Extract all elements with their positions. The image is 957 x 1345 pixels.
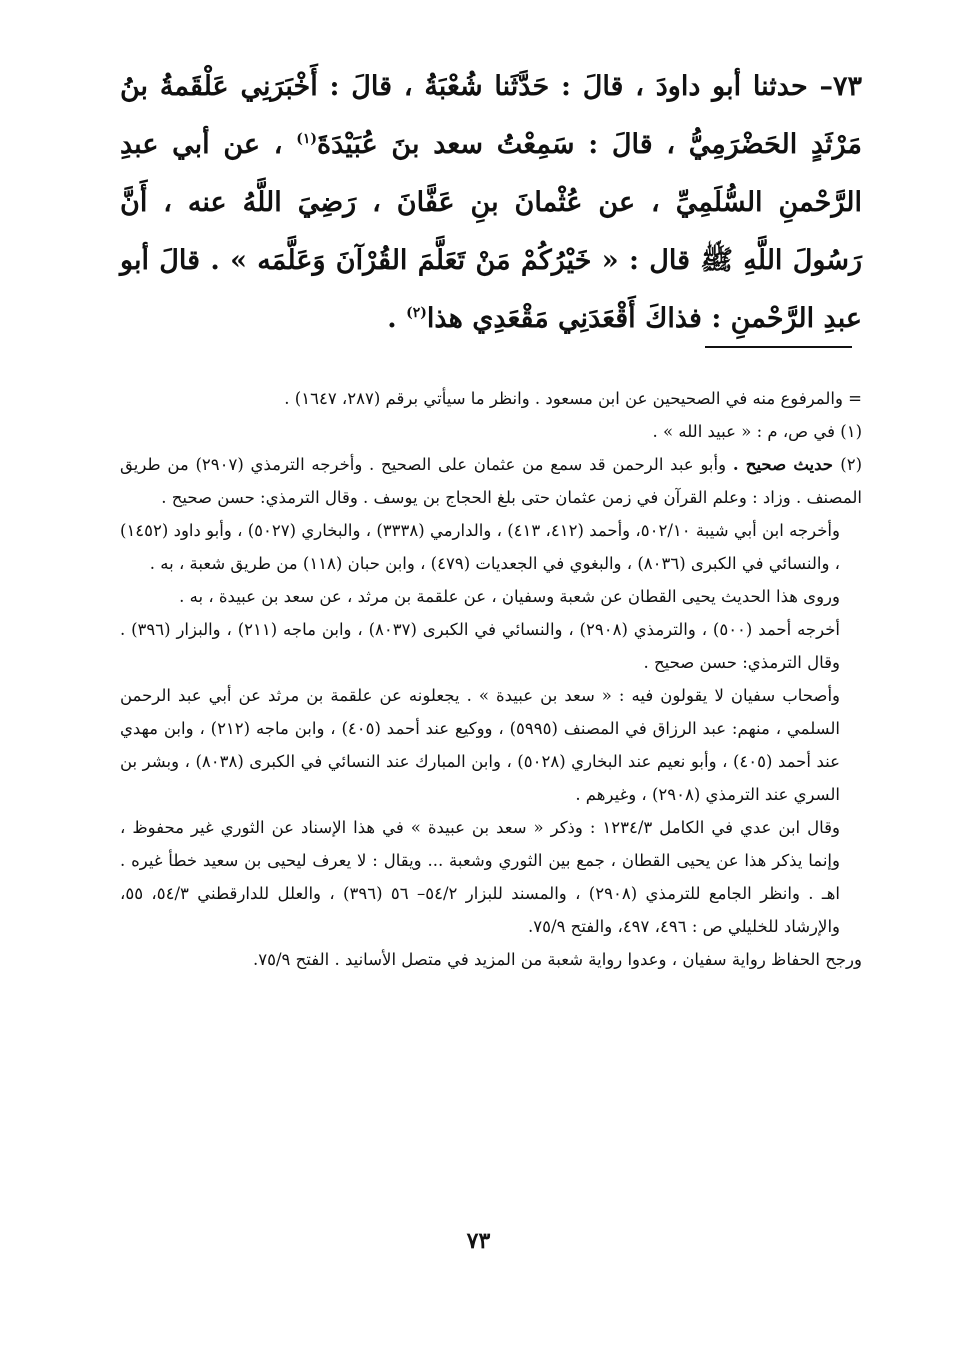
- footnote-2-paragraph-7: ورجح الحفاظ رواية سفيان ، وعدوا رواية شعبة من المزيد في متصل الأسانيد . الفتح ٧٥/٩.: [252, 950, 862, 969]
- footnote-2-grading: حديث صحيح .: [732, 455, 841, 474]
- footnote-2-text: وأبو عبد الرحمن قد سمع من عثمان على الصحيح . وأخرجه الترمذي (٢٩٠٧) من طريق المصنف . وزاد : وعلم القرآن في زمن عثمان حتى بلغ الحجاج بن يوسف . وقال الترمذي: حسن صحيح .: [120, 455, 862, 507]
- hadith-text-part-2: ، عن أبي عبدِ الرَّحْمنِ السُّلَمِيِّ ، عن عُثْمانَ بنِ عَفَّانَ ، رَضِيَ اللَّهُ عنه ، أَنَّ رَسُولَ اللَّهِ ﷺ قال : « خَيْرُكُمْ مَنْ تَعَلَّمَ القُرْآنَ وَعَلَّمَه » . قالَ أبو عبدِ الرَّحْمنِ : فذاكَ أَقْعَدَنِي مَقْعَدِي هذا: [120, 129, 862, 334]
- footnote-continuation: = والمرفوع منه في الصحيحين عن ابن مسعود . وانظر ما سيأتي برقم (٢٨٧، ١٦٤٧) .: [284, 389, 862, 408]
- footnotes: [120, 382, 862, 976]
- footnote-2-paragraph-5: وأصحاب سفيان لا يقولون فيه : « سعد بن عبيدة » . يجعلونه عن علقمة بن مرثد عن أبي عبد الرحمن السلمي ، منهم: عبد الرزاق في المصنف (٥٩٩٥) ، ووكيع عند أحمد (٤٠٥) ، وابن ماجه (٢١٢) ، وابن مهدي عند أحمد (٤٠٥) ، وأبو نعيم عند البخاري (٥٠٢٨) ، وابن المبارك عند النسائي في الكبرى (٨٠٣٨) ، وبشر بن السري عند الترمذي (٢٩٠٨) ، وغيرهم .: [120, 686, 840, 804]
- hadith-text-part-3: .: [387, 303, 407, 334]
- footnote-2: [120, 448, 862, 514]
- hadith-text: [120, 58, 862, 348]
- footnote-2-paragraph-6: وقال ابن عدي في الكامل ١٢٣٤/٣ : وذكر « سعد بن عبيدة » في هذا الإسناد عن الثوري غير محفوظ ، وإنما يذكر هذا عن يحيى القطان ، جمع بين الثوري وشعبة ... ويقال : لا يعرف ليحيى بن سعيد خطأ غيره . اهـ . وانظر الجامع للترمذي (٢٩٠٨) ، والمسند للبزار ٥٤/٢– ٥٦ (٣٩٦) ، والعلل للدارقطني ٥٤/٣، ٥٥، والإرشاد للخليلي ص : ٤٩٦، ٤٩٧، والفتح ٧٥/٩.: [120, 818, 840, 936]
- hadith-lead: حدثنا: [752, 71, 808, 102]
- footnote-2-paragraph-2: وأخرجه ابن أبي شيبة ٥٠٢/١٠، وأحمد (٤١٢، ٤١٣) ، والدارمي (٣٣٣٨) ، والبخاري (٥٠٢٧) ، وأبو داود (١٤٥٢) ، والنسائي في الكبرى (٨٠٣٦) ، والبغوي في الجعديات (٤٧٩) ، وابن حبان (١١٨) من طريق شعبة ، به .: [120, 521, 840, 573]
- footnote-2-paragraph-3: وروى هذا الحديث يحيى القطان عن شعبة وسفيان ، عن علقمة بن مرثد ، عن سعد بن عبيدة ، به .: [179, 587, 840, 606]
- hadith-number: ٧٣–: [819, 71, 862, 102]
- footnote-2-label: (٢): [840, 455, 862, 474]
- footnote-separator: [705, 346, 852, 348]
- hadith-text-part-1: أبو داودَ ، قالَ : حَدَّثَنا شُعْبَةُ ، قالَ : أَخْبَرَنِي عَلْقَمةُ بنُ مَرْثَدٍ الحَضْرَمِيُّ ، قالَ : سَمِعْتُ سعد بنَ عُبَيْدَةَ: [120, 71, 863, 160]
- page-number: ٧٣: [466, 1228, 491, 1254]
- footnote-1: (١) في ص، م : « عبيد الله » .: [652, 422, 862, 441]
- footnote-ref-2: (٢): [406, 305, 427, 321]
- footnote-2-paragraph-4: أخرجه أحمد (٥٠٠) ، والترمذي (٢٩٠٨) ، والنسائي في الكبرى (٨٠٣٧) ، وابن ماجه (٢١١) ، والبزار (٣٩٦) . وقال الترمذي: حسن صحيح .: [120, 620, 841, 672]
- footnote-ref-1: (١): [296, 131, 317, 147]
